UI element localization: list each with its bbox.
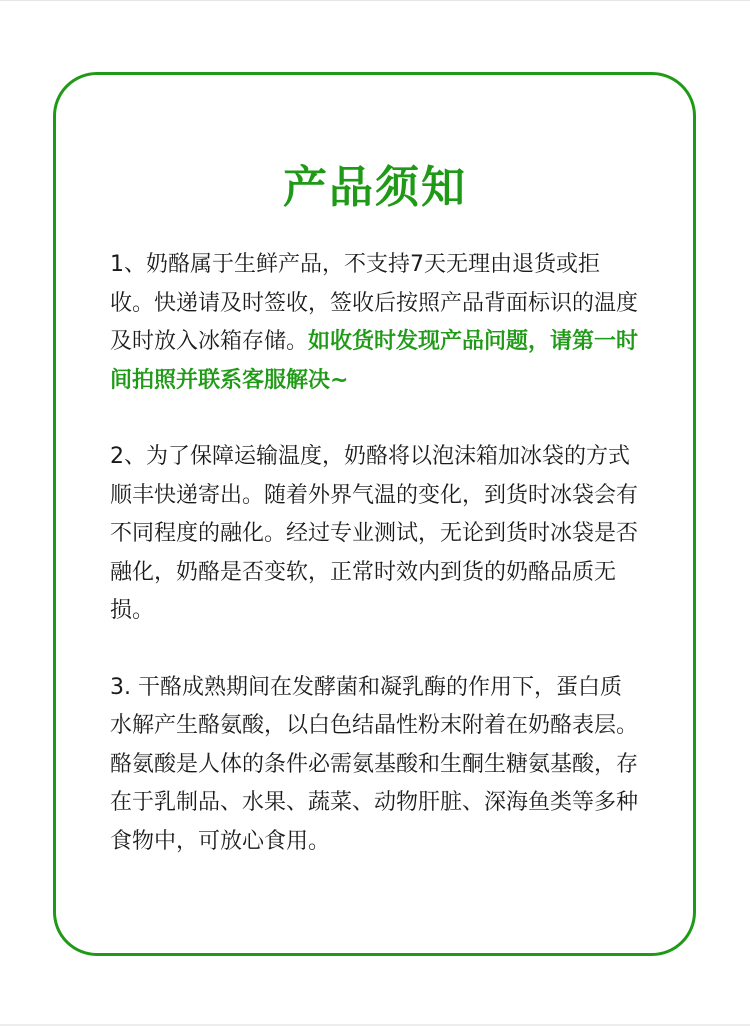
page-title: 产品须知 [283, 162, 467, 213]
top-divider [0, 0, 750, 1]
notice-paragraph-3-text: 3. 干酪成熟期间在发酵菌和凝乳酶的作用下，蛋白质水解产生酪氨酸，以白色结晶性粉末附着在奶酪表层。酪氨酸是人体的条件必需氨基酸和生酮生糖氨基酸，存在于乳制品、水果、蔬菜、动物肝脏、深海鱼类等多种食物中，可放心食用。 [110, 674, 639, 854]
notice-paragraph-3 [110, 669, 642, 862]
notice-paragraph-2-text: 2、为了保障运输温度，奶酪将以泡沫箱加冰袋的方式顺丰快递寄出。随着外界气温的变化，到货时冰袋会有不同程度的融化。经过专业测试，无论到货时冰袋是否融化，奶酪是否变软，正常时效内到货的奶酪品质无损。 [110, 444, 639, 623]
notice-paragraph-1-text: 1、奶酪属于生鲜产品，不支持7天无理由退货或拒收。快递请及时签收，签收后按照产品背面标识的温度及时放入冰箱存储。 [110, 252, 639, 354]
notice-paragraph-2 [110, 438, 642, 631]
notice-paragraph-1 [110, 246, 642, 400]
notice-content [110, 246, 642, 899]
notice-paragraph-1-highlight: 如收货时发现产品问题，请第一时间拍照并联系客服解决~ [110, 329, 639, 393]
